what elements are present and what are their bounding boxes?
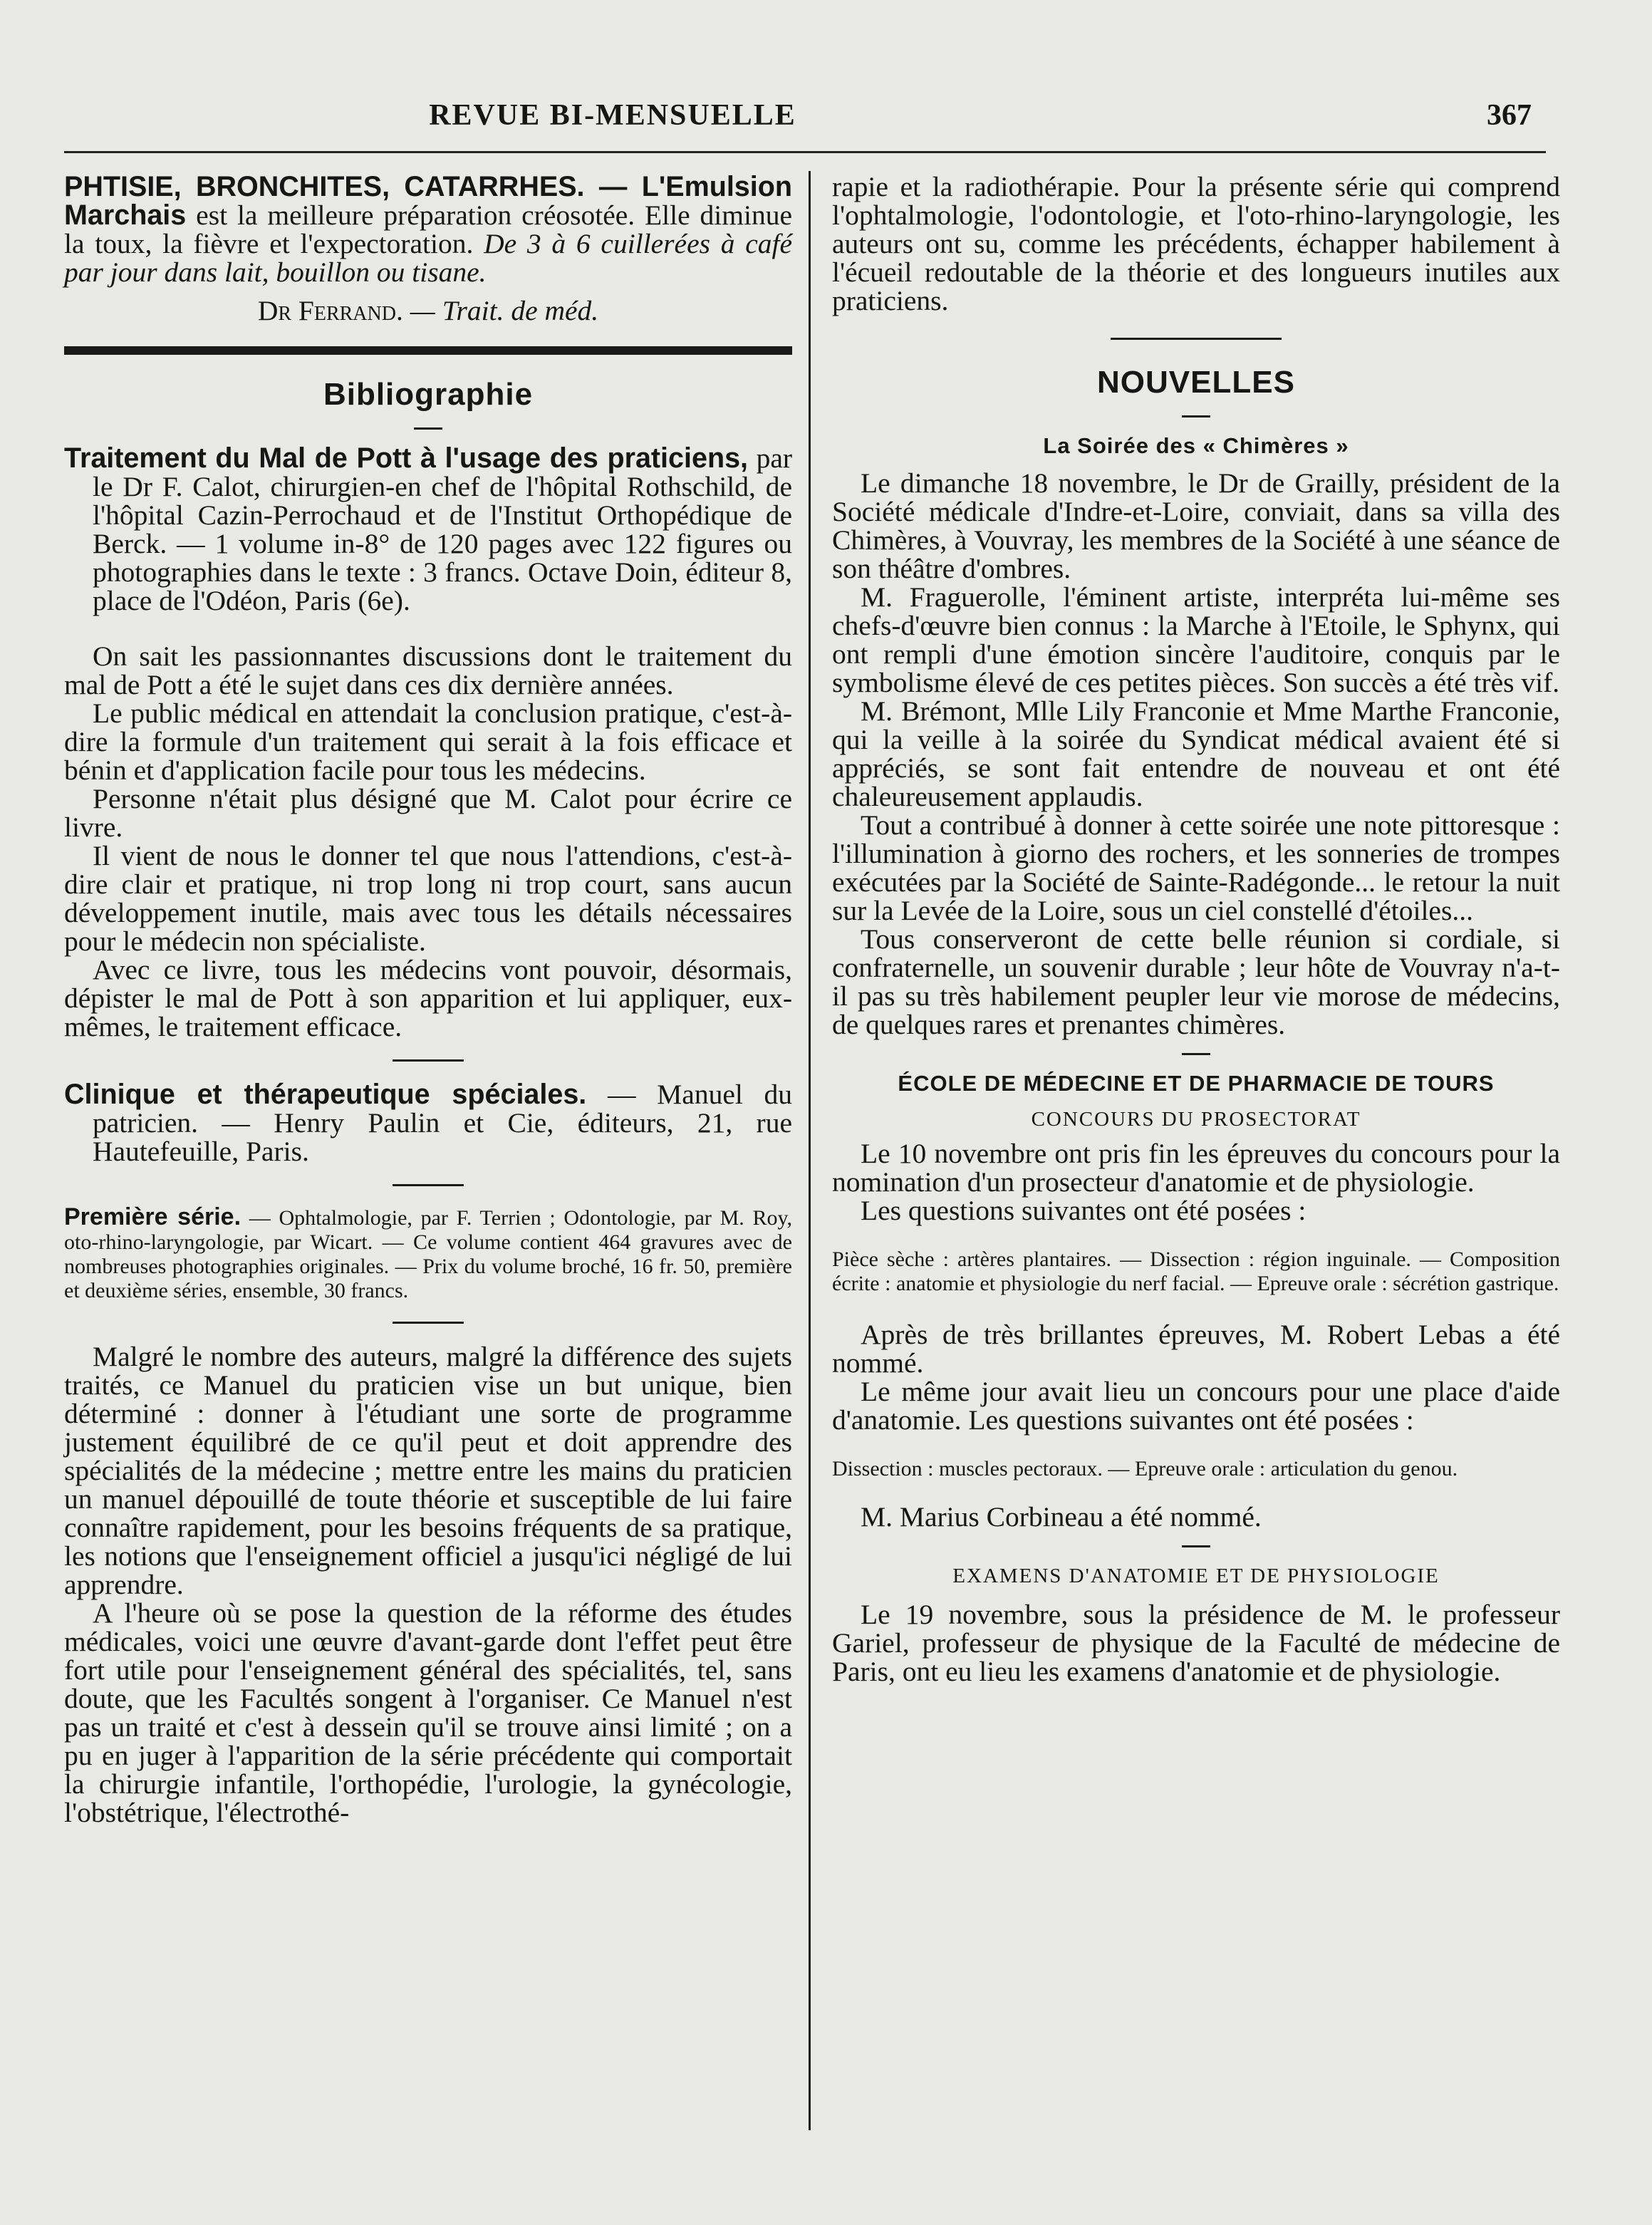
paragraph: Tous conserveront de cette belle réunion si cordiale, si confraternelle, un souvenir durable ; leur hôte de Vouvray n'a-t-il pas su très habilement peupler leur vie morose de médecins, de quelques rares et prenantes chimères. [832, 923, 1560, 1040]
examens-title: EXAMENS D'ANATOMIE ET DE PHYSIOLOGIE [952, 1565, 1440, 1587]
result-aide: M. Marius Corbineau a été nommé. [861, 1501, 1262, 1532]
ad-text: est la meilleure préparation créosotée. Elle diminue la toux, la fièvre et l'expectoration. [64, 199, 793, 259]
paragraph: Après de très brillantes épreuves, M. Robert Lebas a été nommé. [832, 1319, 1560, 1379]
column-divider [809, 171, 811, 2130]
paragraph: Les questions suivantes ont été posées : [861, 1195, 1306, 1226]
serie-label: Première série. [64, 1203, 241, 1230]
book-details: — Manuel du patricien. — Henry Paulin et Cie, éditeurs, 21, rue Hautefeuille, Paris. [93, 1079, 793, 1167]
book-details: par le Dr F. Calot, chirurgien-en chef de l'hôpital Rothschild, de l'hôpital Cazin-Perrochaud et de l'Institut Orthopédique de Berck. — 1 volume in-8° de 120 pages avec 122 figures ou photographies dans le texte : 3 francs. Octave Doin, éditeur 8, place de l'Odéon, Paris (6e). [93, 442, 793, 616]
journal-title: REVUE BI-MENSUELLE [429, 99, 796, 132]
soiree-title: La Soirée des « Chimères » [1043, 433, 1349, 458]
paragraph: Tout a contribué à donner à cette soirée une note pittoresque : l'illumination à giorno des rochers, et les sonneries de trompes exécutées par la Société de Sainte-Radégonde... le retour la nuit sur la Levée de la Loire, sous un ciel constellé d'étoiles... [832, 809, 1560, 926]
result-prosecteur [832, 1320, 1560, 1434]
examens-paragraph: Le 19 novembre, sous la présidence de M. le professeur Gariel, professeur de physique de la Faculté de médecine de Paris, ont eu lieu les examens d'anatomie et de physiologie. [832, 1599, 1560, 1687]
advertisement [64, 172, 792, 325]
ad-lead: PHTISIE, BRONCHITES, CATARRHES. — L'Emulsion Marchais [64, 171, 792, 231]
serie-details [64, 1205, 792, 1303]
paragraph: On sait les passionnantes discussions dont le traitement du mal de Pott a été le sujet dans ces dix dernière années. [64, 640, 792, 700]
separator-rule [1182, 1545, 1210, 1547]
nouvelles-title: NOUVELLES [1097, 365, 1295, 400]
separator-rule [393, 1184, 464, 1186]
concours-article [832, 1139, 1560, 1225]
header-rule [64, 151, 1546, 153]
book-title: Traitement du Mal de Pott à l'usage des praticiens, [64, 442, 749, 474]
paragraph: M. Brémont, Mlle Lily Franconie et Mme Marthe Franconie, qui la veille à la soirée du Syndicat médical avaient été si appréciés, se sont fait entendre de nouveau et ont été chaleureusement applaudis. [832, 695, 1560, 812]
soiree-article [832, 469, 1560, 1039]
paragraph: Malgré le nombre des auteurs, malgré la différence des sujets traités, ce Manuel du praticien vise un but unique, bien déterminé : donner à l'étudiant une sorte de programme justement équilibré de ce qu'il peut et doit apprendre des spécialités de la médecine ; mettre entre les mains du praticien un manuel dépouillé de toute théorie et susceptible de lui faire connaître rapidement, pour les besoins fréquents de sa pratique, les notions que l'enseignement officiel a jusqu'ici négligé de lui apprendre. [64, 1341, 792, 1600]
review-continuation: rapie et la radiothérapie. Pour la présente série qui comprend l'ophtalmologie, l'odontologie, et l'oto-rhino-laryngologie, les auteurs ont su, comme les précédents, échapper habilement à l'écueil redoutable de la théorie et des longueurs inutiles aux praticiens. [832, 171, 1560, 316]
paragraph: Avec ce livre, tous les médecins vont pouvoir, désormais, dépister le mal de Pott à son apparition et lui appliquer, eux-mêmes, le traitement efficace. [64, 954, 792, 1042]
review-manuel [64, 1342, 792, 1827]
book-entry-calot [64, 444, 792, 615]
right-column [832, 172, 1560, 1686]
book-title: Clinique et thérapeutique spéciales. [64, 1079, 587, 1110]
bibliographie-title: Bibliographie [323, 377, 534, 412]
questions-aide: Dissection : muscles pectoraux. — Epreuve orale : articulation du genou. [832, 1457, 1458, 1480]
questions-prosecteur: Pièce sèche : artères plantaires. — Dissection : région inguinale. — Composition écrite : anatomie et physiologie du nerf facial. — Epreuve orale : sécrétion gastrique. [832, 1248, 1560, 1295]
paragraph: Le même jour avait lieu un concours pour une place d'aide d'anatomie. Les questions suivantes ont été posées : [832, 1376, 1560, 1436]
ad-signature-source: — Trait. de méd. [410, 295, 599, 326]
ad-signature-author: Dr Ferrand. [257, 295, 403, 326]
separator-rule [393, 1059, 464, 1062]
separator-rule [393, 1322, 464, 1324]
paragraph: Personne n'était plus désigné que M. Calot pour écrire ce livre. [64, 783, 792, 843]
ecole-title: ÉCOLE DE MÉDECINE ET DE PHARMACIE DE TOURS [898, 1071, 1495, 1096]
title-rule [414, 427, 442, 430]
paragraph: Il vient de nous le donner tel que nous l'attendions, c'est-à-dire clair et pratique, ni trop long ni trop court, sans aucun développement inutile, mais avec tous les détails nécessaires pour le médecin non spécialiste. [64, 840, 792, 957]
separator-rule [1182, 1053, 1210, 1055]
review-calot [64, 642, 792, 1041]
serie-text: — Ophtalmologie, par F. Terrien ; Odontologie, par M. Roy, oto-rhino-laryngologie, par Wicart. — Ce volume contient 464 gravures avec de nombreuses photographies originales. — Prix du volume broché, 16 fr. 50, première et deuxième séries, ensemble, 30 francs. [64, 1206, 793, 1302]
paragraph: Le public médical en attendait la conclusion pratique, c'est-à-dire la formule d'un traitement qui serait à la fois efficace et bénin et d'application facile pour tous les médecins. [64, 697, 792, 786]
title-rule [1182, 415, 1210, 417]
paragraph: Le dimanche 18 novembre, le Dr de Grailly, président de la Société médicale d'Indre-et-Loire, conviait, dans sa villa des Chimères, à Vouvray, les membres de la Société à une séance de son théâtre d'ombres. [832, 467, 1560, 584]
ad-signature [64, 296, 792, 325]
ad-dose: De 3 à 6 cuillerées à café par jour dans lait, bouillon ou tisane. [64, 228, 793, 288]
separator-rule [1111, 338, 1282, 340]
concours-title: CONCOURS DU PROSECTORAT [1031, 1108, 1361, 1131]
left-column [64, 172, 792, 1827]
page-number: 367 [1487, 99, 1532, 132]
paragraph: A l'heure où se pose la question de la réforme des études médicales, voici une œuvre d'avant-garde dont l'effet peut être fort utile pour l'enseignement général des spécialités, tel, sans doute, que les Facultés songent à l'organiser. Ce Manuel n'est pas un traité et c'est à dessein qu'il se trouve ainsi limité ; on a pu en juger à l'apparition de la série précédente qui comportait la chirurgie infantile, l'orthopédie, l'urologie, la gynécologie, l'obstétrique, l'électrothé- [64, 1597, 792, 1828]
book-entry-clinique [64, 1080, 792, 1166]
paragraph: Le 10 novembre ont pris fin les épreuves du concours pour la nomination d'un prosecteur d'anatomie et de physiologie. [832, 1138, 1560, 1198]
running-head [64, 91, 1546, 141]
section-separator [64, 346, 792, 355]
paragraph: M. Fraguerolle, l'éminent artiste, interpréta lui-même ses chefs-d'œuvre bien connus : la Marche à l'Etoile, le Sphynx, qui ont rempli d'une émotion sincère l'auditoire, conquis par le symbolisme élevé de ces petites pièces. Son succès a été très vif. [832, 581, 1560, 698]
